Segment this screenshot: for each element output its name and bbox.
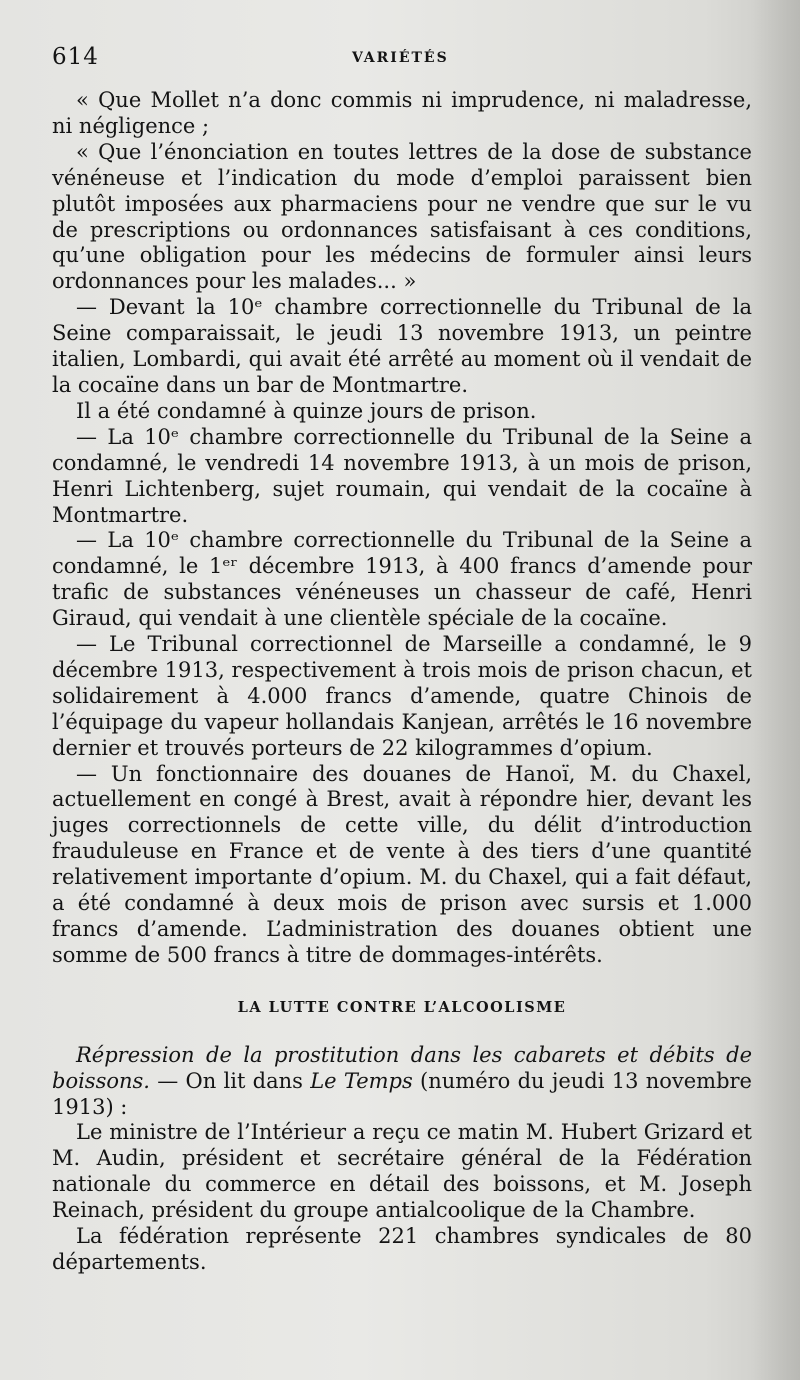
page-header: [52, 44, 752, 76]
paragraph-sentence: Il a été condamné à quinze jours de prison.: [76, 398, 537, 423]
section-lead-rest: (numéro du jeudi 13 novembre 1913) :: [52, 1068, 752, 1119]
paragraph-minister: Le ministre de l’Intérieur a reçu ce matin M. Hubert Grizard et M. Audin, président et secrétaire général de la Fédération nationale du commerce en détail des boissons, et M. Joseph Reinach, président du groupe antialcoolique de la Chambre.: [52, 1120, 752, 1223]
paragraph-quote-2: « Que l’énonciation en toutes lettres de la dose de substance vénéneuse et l’indication du mode d’emploi paraissent bien plutôt imposées aux pharmaciens pour ne vendre que sur le vu de prescriptions ou ordonnances satisfaisant à ces conditions, qu’une obligation pour les médecins de formuler ainsi leurs ordonnances pour les malades... »: [52, 139, 752, 294]
section-lead-dash: — On lit dans: [149, 1068, 311, 1093]
running-head: VARIÉTÉS: [352, 50, 449, 66]
section-lead-paragraph: [52, 1043, 752, 1121]
section-lead-title: Répression de la prostitution dans les cabarets et débits de boissons.: [52, 1042, 752, 1093]
body-text: [52, 88, 752, 1276]
paragraph-hanoi: — Un fonctionnaire des douanes de Hanoï, M. du Chaxel, actuellement en congé à Brest, avait à répondre hier, devant les juges correctionnels de cette ville, du délit d’introduction frauduleuse en France et de vente à des tiers d’une quantité relativement importante d’opium. M. du Chaxel, qui a fait défaut, a été condamné à deux mois de prison avec sursis et 1.000 francs d’amende. L’administration des douanes obtient une somme de 500 francs à titre de dommages-intérêts.: [52, 761, 752, 967]
section-lead-source: Le Temps: [310, 1068, 413, 1093]
section-heading: LA LUTTE CONTRE L’ALCOOLISME: [237, 998, 567, 1016]
paragraph-lombardi: — Devant la 10ᵉ chambre correctionnelle du Tribunal de la Seine comparaissait, le jeudi 13 novembre 1913, un peintre italien, Lombardi, qui avait été arrêté au moment où il vendait de la cocaïne dans un bar de Montmartre.: [52, 295, 752, 397]
page-number: 614: [52, 44, 99, 70]
paragraph-quote-1: « Que Mollet n’a donc commis ni imprudence, ni maladresse, ni négligence ;: [52, 88, 752, 138]
paragraph-federation: La fédération représente 221 chambres syndicales de 80 départements.: [52, 1224, 752, 1274]
paragraph-lichtenberg: — La 10ᵉ chambre correctionnelle du Tribunal de la Seine a condamné, le vendredi 14 novembre 1913, à un mois de prison, Henri Lichtenberg, sujet roumain, qui vendait de la cocaïne à Montmartre.: [52, 424, 752, 527]
paragraph-marseille: — Le Tribunal correctionnel de Marseille a condamné, le 9 décembre 1913, respectivement à trois mois de prison chacun, et solidairement à 4.000 francs d’amende, quatre Chinois de l’équipage du vapeur hollandais Kanjean, arrêtés le 16 novembre dernier et trouvés porteurs de 22 kilogrammes d’opium.: [52, 632, 752, 760]
paragraph-giraud: — La 10ᵉ chambre correctionnelle du Tribunal de la Seine a condamné, le 1ᵉʳ décembre 1913, à 400 francs d’amende pour trafic de substances vénéneuses un chasseur de café, Henri Giraud, qui vendait à une clientèle spéciale de la cocaïne.: [52, 528, 752, 631]
